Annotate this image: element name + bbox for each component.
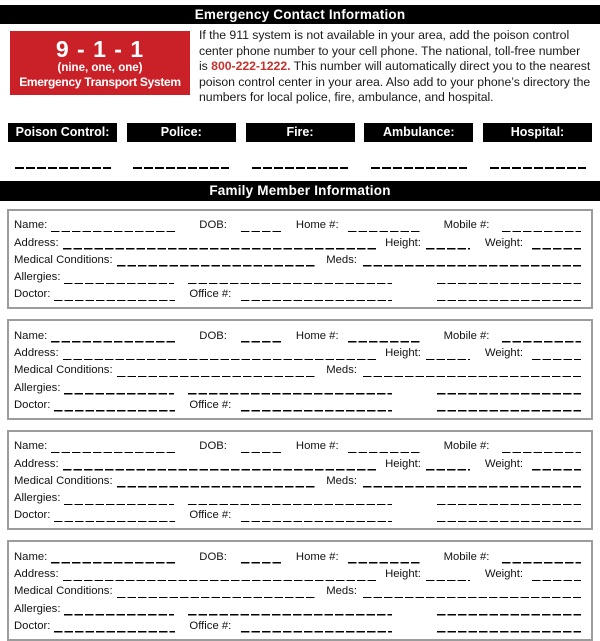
field-label-weight: Weight: — [484, 236, 523, 249]
emergency-transport-caption: Emergency Transport System — [19, 74, 181, 89]
blank-line-allergies-continued — [188, 604, 392, 616]
family-member-section — [7, 209, 593, 309]
member-row-medical — [14, 360, 581, 377]
blank-line-allergies — [64, 272, 174, 284]
field-label-meds: Meds: — [326, 364, 357, 377]
field-label-height: Height: — [385, 568, 421, 581]
blank-line-height — [426, 238, 470, 250]
blank-line-weight — [532, 238, 581, 250]
field-label-meds: Meds: — [326, 585, 357, 598]
blank-line-name — [51, 220, 177, 232]
field-label-name: Name: — [14, 329, 48, 342]
blank-line-address — [63, 569, 378, 581]
member-row-doctor — [14, 395, 581, 412]
contact-label-poison-control: Poison Control: — [8, 123, 117, 142]
field-label-allergies: Allergies: — [14, 271, 61, 284]
field-label-medical-conditions: Medical Conditions: — [14, 585, 113, 598]
member-row-allergies — [14, 267, 581, 284]
member-row-allergies — [14, 598, 581, 615]
field-label-address: Address: — [14, 347, 59, 360]
field-label-meds: Meds: — [326, 474, 357, 487]
blank-line-mobile-phone — [502, 552, 581, 564]
blank-line-home-phone — [348, 441, 421, 453]
paragraph-text-before: If the 911 system is not available in your area, add the poison control center phone number to your cell phone. The national, toll-free number is — [199, 28, 581, 74]
contact-label-ambulance: Ambulance: — [364, 123, 473, 142]
contact-label-hospital: Hospital: — [483, 123, 592, 142]
field-label-address: Address: — [14, 236, 59, 249]
blank-line-name — [51, 331, 177, 343]
blank-line-office-phone — [241, 400, 392, 412]
field-label-allergies: Allergies: — [14, 492, 61, 505]
field-label-office-phone: Office #: — [189, 619, 232, 632]
blank-line-height — [426, 569, 470, 581]
field-label-doctor: Doctor: — [14, 619, 51, 632]
field-label-dob: DOB: — [199, 329, 227, 342]
emergency-number: 9 - 1 - 1 — [55, 35, 145, 62]
field-label-weight: Weight: — [484, 457, 523, 470]
section-header-emergency — [0, 5, 600, 24]
blank-line-home-phone — [348, 331, 421, 343]
field-label-home-phone: Home #: — [295, 550, 339, 563]
blank-line-height — [426, 459, 470, 471]
field-label-height: Height: — [385, 457, 421, 470]
blank-line-dob — [241, 331, 283, 343]
intro-section — [10, 28, 591, 106]
contact-blank-line-police — [133, 167, 229, 169]
field-label-mobile-phone: Mobile #: — [443, 440, 490, 453]
blank-line-height — [426, 348, 470, 360]
field-label-name: Name: — [14, 219, 48, 232]
member-row-name — [14, 546, 581, 563]
contact-blank-lines-row — [8, 167, 592, 169]
field-label-mobile-phone: Mobile #: — [443, 219, 490, 232]
paragraph-text-after: This number will automatically direct you to the nearest poison control center in your area. Also add to your phone’s directory the numbers for local police, fire, ambulance, and hospital. — [199, 59, 591, 105]
field-label-allergies: Allergies: — [14, 602, 61, 615]
blank-line-dob — [241, 441, 283, 453]
blank-line-meds-continued — [437, 272, 581, 284]
blank-line-weight — [532, 348, 581, 360]
field-label-home-phone: Home #: — [295, 219, 339, 232]
blank-line-mobile-phone — [502, 441, 581, 453]
blank-line-allergies — [64, 493, 174, 505]
blank-line-allergies — [64, 383, 174, 395]
emergency-contact-form-page — [0, 5, 600, 632]
field-label-medical-conditions: Medical Conditions: — [14, 253, 113, 266]
blank-line-home-phone — [348, 552, 421, 564]
blank-line-meds-continued — [437, 604, 581, 616]
blank-line-meds-continued — [437, 493, 581, 505]
blank-line-meds-continued-2 — [437, 289, 581, 301]
field-label-allergies: Allergies: — [14, 381, 61, 394]
family-member-section — [7, 319, 593, 419]
field-label-office-phone: Office #: — [189, 398, 232, 411]
blank-line-allergies-continued — [188, 493, 392, 505]
blank-line-office-phone — [241, 510, 392, 522]
field-label-height: Height: — [385, 236, 421, 249]
field-label-mobile-phone: Mobile #: — [443, 329, 490, 342]
member-row-address — [14, 343, 581, 360]
field-label-medical-conditions: Medical Conditions: — [14, 364, 113, 377]
field-label-home-phone: Home #: — [295, 440, 339, 453]
member-row-address — [14, 232, 581, 249]
field-label-weight: Weight: — [484, 568, 523, 581]
field-label-dob: DOB: — [199, 550, 227, 563]
member-row-name — [14, 436, 581, 453]
field-label-dob: DOB: — [199, 440, 227, 453]
family-members-list — [7, 209, 593, 641]
blank-line-address — [63, 238, 378, 250]
blank-line-office-phone — [241, 289, 392, 301]
member-row-doctor — [14, 284, 581, 301]
blank-line-doctor — [54, 510, 175, 522]
blank-line-medical-conditions — [117, 586, 317, 598]
contact-label-fire: Fire: — [246, 123, 355, 142]
member-row-address — [14, 564, 581, 581]
member-row-name — [14, 325, 581, 342]
blank-line-doctor — [54, 289, 175, 301]
blank-line-meds — [363, 586, 581, 598]
field-label-height: Height: — [385, 347, 421, 360]
emergency-911-box — [10, 31, 190, 95]
contact-blank-line-ambulance — [371, 167, 467, 169]
blank-line-meds-continued — [437, 383, 581, 395]
field-label-name: Name: — [14, 440, 48, 453]
family-header-title: Family Member Information — [209, 182, 391, 198]
member-row-medical — [14, 581, 581, 598]
field-label-doctor: Doctor: — [14, 509, 51, 522]
blank-line-meds — [363, 255, 581, 267]
blank-line-meds-continued-2 — [437, 400, 581, 412]
field-label-office-phone: Office #: — [189, 509, 232, 522]
blank-line-allergies — [64, 604, 174, 616]
blank-line-address — [63, 459, 378, 471]
blank-line-medical-conditions — [117, 476, 317, 488]
member-row-allergies — [14, 488, 581, 505]
blank-line-name — [51, 441, 177, 453]
blank-line-name — [51, 552, 177, 564]
field-label-weight: Weight: — [484, 347, 523, 360]
blank-line-allergies-continued — [188, 272, 392, 284]
field-label-address: Address: — [14, 568, 59, 581]
blank-line-allergies-continued — [188, 383, 392, 395]
poison-control-paragraph — [199, 28, 591, 106]
blank-line-mobile-phone — [502, 220, 581, 232]
member-row-allergies — [14, 377, 581, 394]
member-row-address — [14, 453, 581, 470]
section-header-family — [0, 181, 600, 201]
contact-blank-line-fire — [252, 167, 348, 169]
blank-line-meds-continued-2 — [437, 510, 581, 522]
blank-line-weight — [532, 569, 581, 581]
field-label-mobile-phone: Mobile #: — [443, 550, 490, 563]
family-member-section — [7, 430, 593, 530]
member-row-medical — [14, 250, 581, 267]
blank-line-weight — [532, 459, 581, 471]
blank-line-meds — [363, 365, 581, 377]
blank-line-meds — [363, 476, 581, 488]
blank-line-address — [63, 348, 378, 360]
contact-label-police: Police: — [127, 123, 236, 142]
contact-blank-line-hospital — [490, 167, 586, 169]
field-label-address: Address: — [14, 457, 59, 470]
blank-line-dob — [241, 552, 283, 564]
field-label-dob: DOB: — [199, 219, 227, 232]
blank-line-mobile-phone — [502, 331, 581, 343]
field-label-doctor: Doctor: — [14, 398, 51, 411]
blank-line-home-phone — [348, 220, 421, 232]
field-label-meds: Meds: — [326, 253, 357, 266]
member-row-doctor — [14, 616, 581, 633]
emergency-header-title: Emergency Contact Information — [194, 7, 406, 22]
contact-labels-row — [8, 123, 592, 142]
emergency-number-words: (nine, one, one) — [57, 61, 143, 74]
field-label-home-phone: Home #: — [295, 329, 339, 342]
field-label-name: Name: — [14, 550, 48, 563]
member-row-doctor — [14, 505, 581, 522]
poison-control-phone-number: 800-222-1222. — [211, 59, 291, 74]
member-row-medical — [14, 471, 581, 488]
field-label-medical-conditions: Medical Conditions: — [14, 474, 113, 487]
blank-line-medical-conditions — [117, 365, 317, 377]
field-label-office-phone: Office #: — [189, 288, 232, 301]
contact-blank-line-poison-control — [15, 167, 111, 169]
member-row-name — [14, 215, 581, 232]
blank-line-medical-conditions — [117, 255, 317, 267]
field-label-doctor: Doctor: — [14, 288, 51, 301]
blank-line-dob — [241, 220, 283, 232]
blank-line-doctor — [54, 400, 175, 412]
family-member-section — [7, 540, 593, 640]
